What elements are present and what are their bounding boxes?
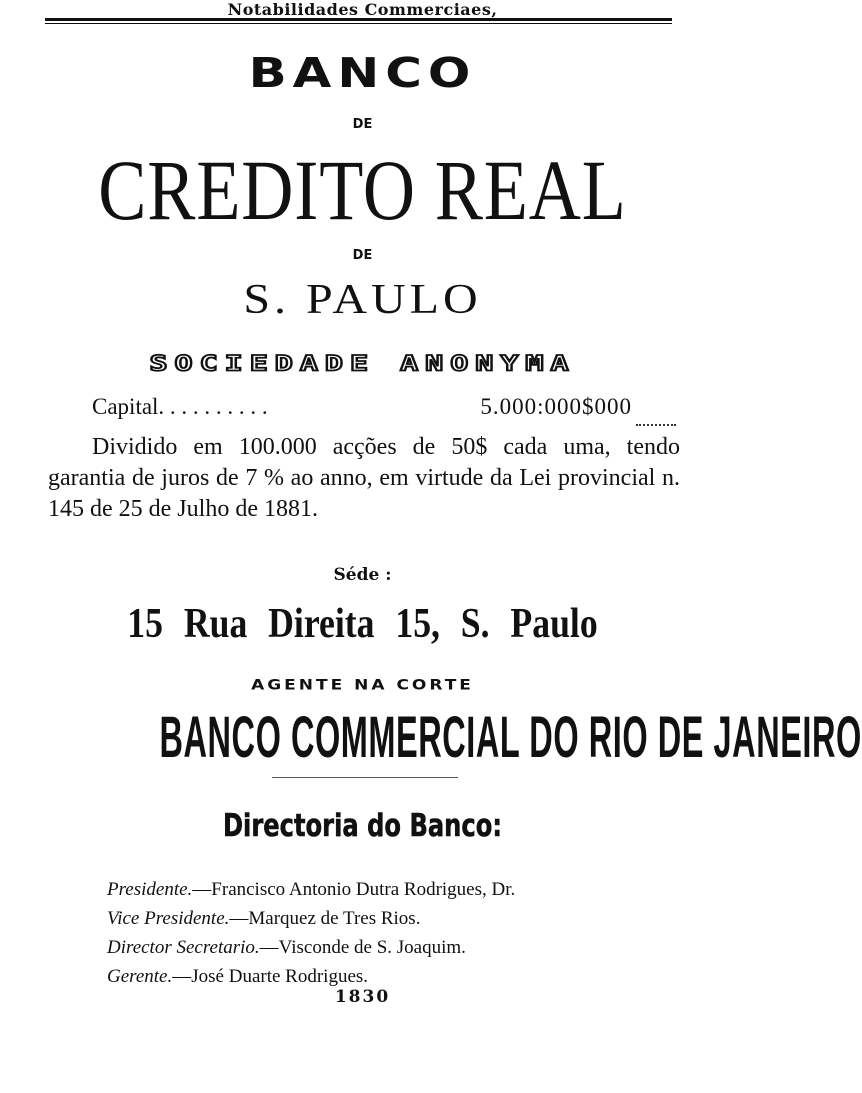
officer-row bbox=[107, 933, 687, 962]
capital-label: Capital. . . . . . . . . . bbox=[92, 394, 268, 419]
officer-role: Presidente. bbox=[107, 879, 193, 900]
running-header: Notabilidades Commerciaes, bbox=[227, 0, 498, 19]
officer-row bbox=[107, 875, 687, 904]
page-number: 1830 bbox=[334, 987, 391, 1007]
sede-address: 15 Rua Direita 15, S. Paulo bbox=[127, 601, 598, 647]
directorate-heading: Directoria do Banco: bbox=[222, 808, 503, 844]
officer-role: Director Secretario. bbox=[107, 937, 260, 958]
officer-name: —Marquez de Tres Rios. bbox=[229, 908, 421, 929]
officer-name: —Visconde de S. Joaquim. bbox=[259, 937, 466, 958]
agent-label: AGENTE NA CORTE bbox=[251, 676, 474, 694]
officer-list bbox=[107, 875, 687, 991]
company-type-banner: SOCIEDADE ANONYMA bbox=[149, 350, 576, 377]
header-rule-thick bbox=[45, 18, 672, 21]
title-s-paulo: S. PAULO bbox=[243, 276, 482, 323]
share-description: Dividido em 100.000 acções de 50$ cada uma, tendo garantia de juros de 7 % ao anno, em virtude da Lei provincial n. 145 de 25 de Julho de 1881. bbox=[48, 434, 680, 522]
officer-role: Gerente. bbox=[107, 966, 173, 987]
title-de-2: DE bbox=[352, 248, 373, 263]
officer-name: —José Duarte Rodrigues. bbox=[172, 966, 369, 987]
header-rule-thin bbox=[45, 23, 672, 24]
officer-name: —Francisco Antonio Dutra Rodrigues, Dr. bbox=[192, 879, 516, 900]
capital-value: 5.000:000$000 bbox=[480, 394, 632, 419]
divider-rule bbox=[272, 777, 458, 778]
title-credito-real: CREDITO REAL bbox=[98, 142, 627, 238]
sede-label: Séde : bbox=[333, 565, 392, 585]
officer-role: Vice Presidente. bbox=[107, 908, 230, 929]
agent-name: BANCO COMMERCIAL DO RIO DE JANEIRO bbox=[159, 705, 862, 770]
title-de-1: DE bbox=[352, 117, 373, 132]
title-banco: BANCO bbox=[248, 49, 477, 97]
officer-row bbox=[107, 904, 687, 933]
